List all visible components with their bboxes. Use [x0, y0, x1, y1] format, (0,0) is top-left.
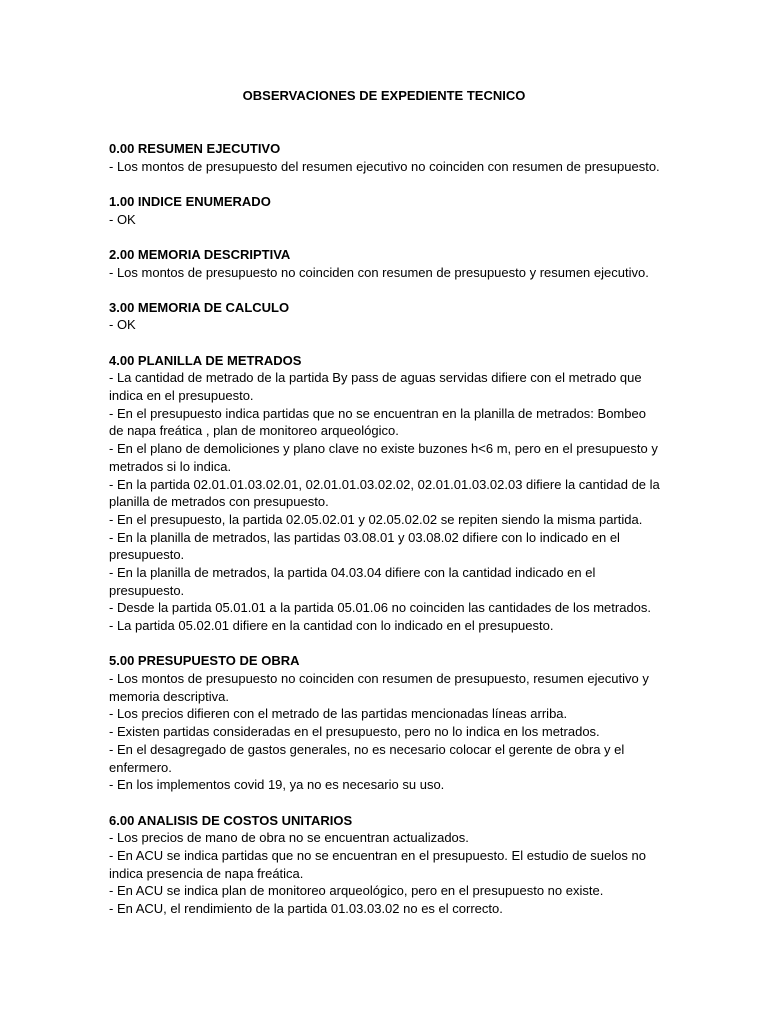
observation-line: enfermero. [109, 759, 172, 775]
section-heading: 0.00 RESUMEN EJECUTIVO [109, 141, 281, 156]
observation-line: - En ACU, el rendimiento de la partida 01.03.03.02 no es el correcto. [109, 901, 503, 917]
observation-line: - En la partida 02.01.01.03.02.01, 02.01.01.03.02.02, 02.01.01.03.02.03 difiere la cantidad de la [109, 476, 660, 492]
observation-line: - En la planilla de metrados, las partidas 03.08.01 y 03.08.02 difiere con lo indicado en el [109, 529, 620, 545]
section [109, 812, 661, 918]
observation-line: - La cantidad de metrado de la partida By pass de aguas servidas difiere con el metrado que [109, 370, 642, 386]
observation-item [109, 670, 661, 705]
observation-item [109, 369, 661, 404]
observation-item [109, 564, 661, 599]
section-heading: 6.00 ANALISIS DE COSTOS UNITARIOS [109, 812, 353, 828]
observation-line: memoria descriptiva. [109, 688, 229, 704]
section-heading: 4.00 PLANILLA DE METRADOS [109, 352, 302, 368]
section [109, 652, 661, 794]
section [109, 140, 661, 175]
observation-line: - Los montos de presupuesto no coinciden con resumen de presupuesto y resumen ejecutivo. [109, 264, 649, 280]
observation-line: - En la planilla de metrados, la partida 04.03.04 difiere con la cantidad indicado en el [109, 565, 596, 581]
observation-item [109, 476, 661, 511]
observation-item [109, 405, 661, 440]
observation-item [109, 617, 661, 635]
observation-item [109, 705, 661, 723]
observation-line: - Los precios difieren con el metrado de las partidas mencionadas líneas arriba. [109, 706, 568, 722]
section-heading: 1.00 INDICE ENUMERADO [109, 193, 271, 209]
observation-line: - La partida 05.02.01 difiere en la cantidad con lo indicado en el presupuesto. [109, 618, 554, 634]
observation-item [109, 847, 661, 882]
section-heading: 3.00 MEMORIA DE CALCULO [109, 299, 290, 315]
page-title: OBSERVACIONES DE EXPEDIENTE TECNICO [242, 88, 526, 103]
observation-line: de napa freática , plan de monitoreo arqueológico. [109, 423, 399, 439]
observation-item [109, 829, 661, 847]
observation-line: indica en el presupuesto. [109, 388, 254, 404]
observation-item [109, 529, 661, 564]
observation-line: indica presencia de napa freática. [109, 865, 304, 881]
section-heading: 2.00 MEMORIA DESCRIPTIVA [109, 246, 291, 262]
observation-line: - En el presupuesto, la partida 02.05.02.01 y 02.05.02.02 se repiten siendo la misma partida. [109, 511, 643, 527]
observation-line: planilla de metrados con presupuesto. [109, 494, 329, 510]
section [109, 193, 661, 228]
observation-line: - En el presupuesto indica partidas que no se encuentran en la planilla de metrados: Bombeo [109, 405, 646, 421]
observation-item [109, 776, 661, 794]
observation-item [109, 723, 661, 741]
observation-line: - Los precios de mano de obra no se encuentran actualizados. [109, 830, 469, 846]
document-body [109, 140, 661, 935]
observation-line: - Existen partidas consideradas en el presupuesto, pero no lo indica en los metrados. [109, 724, 600, 740]
observation-item [109, 440, 661, 475]
observation-item [109, 158, 661, 176]
section [109, 299, 661, 334]
observation-item [109, 316, 661, 334]
observation-line: - Desde la partida 05.01.01 a la partida 05.01.06 no coinciden las cantidades de los metrados. [109, 600, 652, 616]
section-heading: 5.00 PRESUPUESTO DE OBRA [109, 653, 300, 669]
observation-line: - Los montos de presupuesto no coinciden con resumen de presupuesto, resumen ejecutivo y [109, 671, 649, 687]
observation-item [109, 599, 661, 617]
section [109, 352, 661, 635]
observation-line: - En ACU se indica plan de monitoreo arqueológico, pero en el presupuesto no existe. [109, 883, 604, 899]
observation-line: presupuesto. [109, 547, 185, 563]
observation-item [109, 264, 661, 282]
observation-line: - Los montos de presupuesto del resumen ejecutivo no coinciden con resumen de presupuesto. [109, 158, 660, 174]
section [109, 246, 661, 281]
observation-item [109, 741, 661, 776]
observation-line: - En el desagregado de gastos generales, no es necesario colocar el gerente de obra y el [109, 741, 625, 757]
observation-item [109, 900, 661, 918]
observation-line: - En ACU se indica partidas que no se encuentran en el presupuesto. El estudio de suelos no [109, 847, 646, 863]
observation-line: metrados si lo indica. [109, 458, 232, 474]
observation-line: - OK [109, 211, 136, 227]
observation-item [109, 882, 661, 900]
observation-line: - En los implementos covid 19, ya no es necesario su uso. [109, 777, 445, 793]
observation-line: - En el plano de demoliciones y plano clave no existe buzones h<6 m, pero en el presupuesto y [109, 441, 658, 457]
observation-item [109, 211, 661, 229]
observation-line: presupuesto. [109, 582, 185, 598]
observation-item [109, 511, 661, 529]
observation-line: - OK [109, 317, 136, 333]
